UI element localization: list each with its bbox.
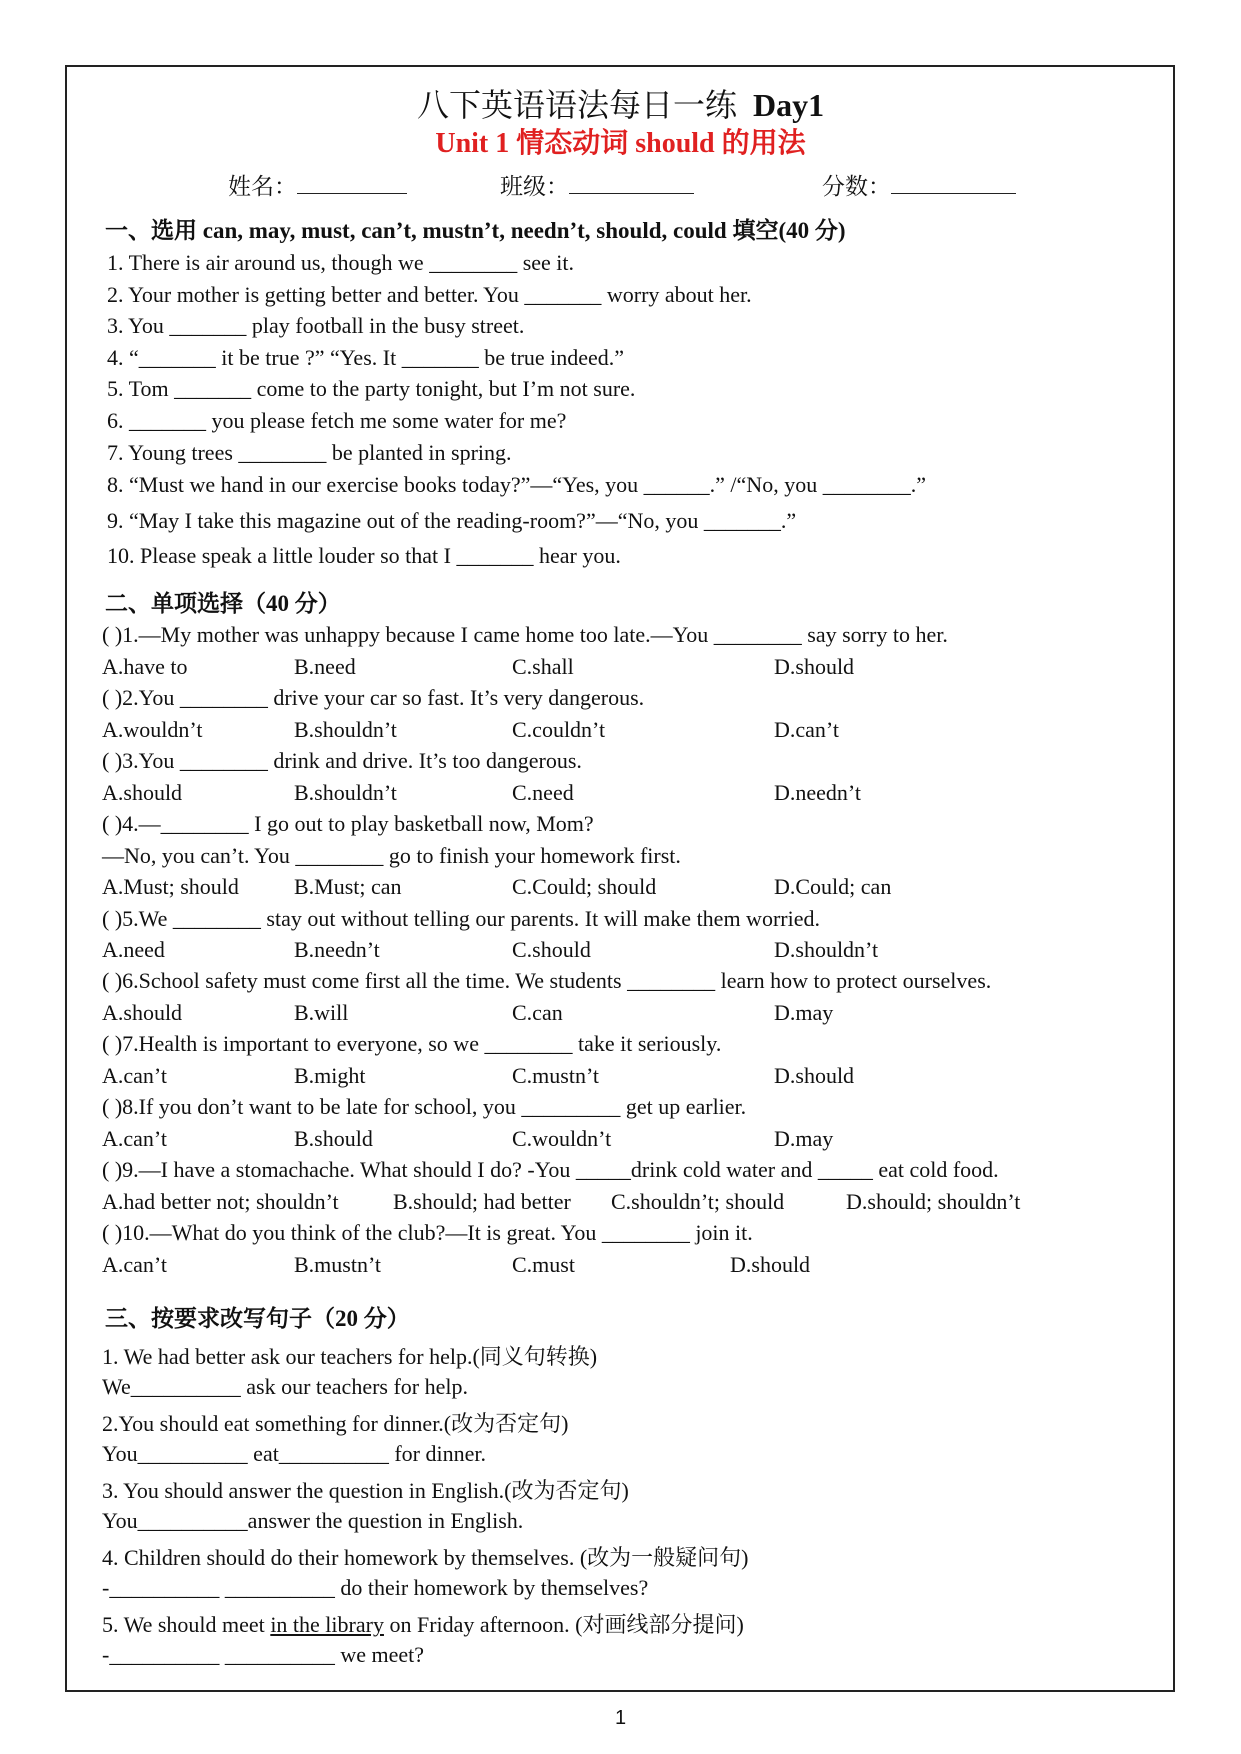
mc6-option-c[interactable]: C.can xyxy=(512,1000,563,1025)
mc5-option-d[interactable]: D.shouldn’t xyxy=(774,937,879,962)
mc1-option-b[interactable]: B.need xyxy=(294,654,356,679)
mc-question-5: ( )5.We ________ stay out without telling our parents. It will make them worried. xyxy=(102,906,820,931)
fill-item-3: 3. You _______ play football in the busy street. xyxy=(107,313,525,338)
score-blank[interactable] xyxy=(891,171,1016,194)
rewrite-prompt-2: 2.You should eat something for dinner.(改为否定句) xyxy=(102,1411,569,1436)
fill-item-6: 6. _______ you please fetch me some water for me? xyxy=(107,408,567,433)
title-chinese: 八下英语语法每日一练 xyxy=(416,87,737,123)
mc6-option-b[interactable]: B.will xyxy=(294,1000,349,1025)
mc2-option-a[interactable]: A.wouldn’t xyxy=(102,717,203,742)
mc8-option-a[interactable]: A.can’t xyxy=(102,1126,167,1151)
mc-question-6: ( )6.School safety must come first all the time. We students ________ learn how to protect ourselves. xyxy=(102,968,992,993)
mc1-option-a[interactable]: A.have to xyxy=(102,654,188,679)
mc6-option-d[interactable]: D.may xyxy=(774,1000,834,1025)
mc1-option-d[interactable]: D.should xyxy=(774,654,855,679)
rewrite-prompt-5-pre: 5. We should meet xyxy=(102,1612,271,1637)
score-label: 分数： xyxy=(822,174,891,199)
name-field xyxy=(228,168,407,201)
rewrite-answer-2[interactable]: You__________ eat__________ for dinner. xyxy=(102,1441,486,1466)
score-field xyxy=(822,168,1016,201)
mc9-option-a[interactable]: A.had better not; shouldn’t xyxy=(102,1189,339,1214)
mc4-option-b[interactable]: B.Must; can xyxy=(294,874,402,899)
worksheet-title xyxy=(0,80,1241,126)
mc-question-8: ( )8.If you don’t want to be late for school, you _________ get up earlier. xyxy=(102,1094,747,1119)
mc4-option-a[interactable]: A.Must; should xyxy=(102,874,239,899)
mc-question-9: ( )9.—I have a stomachache. What should I do? -You _____drink cold water and _____ eat cold food. xyxy=(102,1157,999,1182)
mc9-option-b[interactable]: B.should; had better xyxy=(393,1189,571,1214)
section2-heading: 二、单项选择（40 分） xyxy=(105,591,341,616)
title-day: Day1 xyxy=(752,87,825,123)
mc4-option-d[interactable]: D.Could; can xyxy=(774,874,892,899)
mc7-option-b[interactable]: B.might xyxy=(294,1063,366,1088)
mc3-option-c[interactable]: C.need xyxy=(512,780,574,805)
fill-item-8: 8. “Must we hand in our exercise books today?”—“Yes, you ______.” /“No, you ________.” xyxy=(107,472,926,497)
class-label: 班级： xyxy=(500,174,569,199)
mc7-option-d[interactable]: D.should xyxy=(774,1063,855,1088)
fill-item-10: 10. Please speak a little louder so that I _______ hear you. xyxy=(107,543,621,568)
mc-question-4-reply: —No, you can’t. You ________ go to finish your homework first. xyxy=(102,843,681,868)
mc10-option-a[interactable]: A.can’t xyxy=(102,1252,167,1277)
worksheet-subtitle: Unit 1 情态动词 should 的用法 xyxy=(435,128,806,159)
mc1-option-c[interactable]: C.shall xyxy=(512,654,574,679)
mc6-option-a[interactable]: A.should xyxy=(102,1000,183,1025)
fill-item-2: 2. Your mother is getting better and better. You _______ worry about her. xyxy=(107,282,752,307)
mc4-option-c[interactable]: C.Could; should xyxy=(512,874,657,899)
mc2-option-b[interactable]: B.shouldn’t xyxy=(294,717,397,742)
class-blank[interactable] xyxy=(569,171,694,194)
rewrite-prompt-3: 3. You should answer the question in English.(改为否定句) xyxy=(102,1478,629,1503)
name-label: 姓名： xyxy=(228,174,297,199)
mc7-option-c[interactable]: C.mustn’t xyxy=(512,1063,600,1088)
mc8-option-b[interactable]: B.should xyxy=(294,1126,373,1151)
mc3-option-b[interactable]: B.shouldn’t xyxy=(294,780,397,805)
fill-item-1: 1. There is air around us, though we ________ see it. xyxy=(107,250,575,275)
mc2-option-d[interactable]: D.can’t xyxy=(774,717,839,742)
fill-item-4: 4. “_______ it be true ?” “Yes. It _______ be true indeed.” xyxy=(107,345,625,370)
mc9-option-d[interactable]: D.should; shouldn’t xyxy=(846,1189,1021,1214)
mc-question-4: ( )4.—________ I go out to play basketball now, Mom? xyxy=(102,811,594,836)
fill-item-5: 5. Tom _______ come to the party tonight, but I’m not sure. xyxy=(107,376,636,401)
fill-item-7: 7. Young trees ________ be planted in spring. xyxy=(107,440,512,465)
mc8-option-c[interactable]: C.wouldn’t xyxy=(512,1126,612,1151)
mc10-option-b[interactable]: B.mustn’t xyxy=(294,1252,382,1277)
rewrite-prompt-5-underlined: in the library xyxy=(270,1612,384,1637)
mc5-option-c[interactable]: C.should xyxy=(512,937,591,962)
mc5-option-b[interactable]: B.needn’t xyxy=(294,937,380,962)
rewrite-prompt-1: 1. We had better ask our teachers for help.(同义句转换) xyxy=(102,1344,598,1369)
mc3-option-a[interactable]: A.should xyxy=(102,780,183,805)
mc8-option-d[interactable]: D.may xyxy=(774,1126,834,1151)
mc5-option-a[interactable]: A.need xyxy=(102,937,165,962)
mc9-option-c[interactable]: C.shouldn’t; should xyxy=(611,1189,785,1214)
rewrite-prompt-4: 4. Children should do their homework by themselves. (改为一般疑问句) xyxy=(102,1545,749,1570)
mc7-option-a[interactable]: A.can’t xyxy=(102,1063,167,1088)
rewrite-prompt-5 xyxy=(102,1608,744,1639)
rewrite-answer-4[interactable]: -__________ __________ do their homework by themselves? xyxy=(102,1575,649,1600)
rewrite-answer-3[interactable]: You__________answer the question in English. xyxy=(102,1508,524,1533)
mc3-option-d[interactable]: D.needn’t xyxy=(774,780,861,805)
section3-heading: 三、按要求改写句子（20 分） xyxy=(105,1306,410,1331)
mc-question-3: ( )3.You ________ drink and drive. It’s too dangerous. xyxy=(102,748,582,773)
mc-question-2: ( )2.You ________ drive your car so fast. It’s very dangerous. xyxy=(102,685,645,710)
mc10-option-c[interactable]: C.must xyxy=(512,1252,575,1277)
page-number: 1 xyxy=(614,1707,627,1729)
class-field xyxy=(500,168,694,201)
mc10-option-d[interactable]: D.should xyxy=(730,1252,811,1277)
mc-question-1: ( )1.—My mother was unhappy because I came home too late.—You ________ say sorry to her. xyxy=(102,622,948,647)
mc-question-10: ( )10.—What do you think of the club?—It is great. You ________ join it. xyxy=(102,1220,753,1245)
name-blank[interactable] xyxy=(297,171,407,194)
fill-item-9: 9. “May I take this magazine out of the reading-room?”—“No, you _______.” xyxy=(107,508,797,533)
mc2-option-c[interactable]: C.couldn’t xyxy=(512,717,606,742)
rewrite-answer-5[interactable]: -__________ __________ we meet? xyxy=(102,1642,424,1667)
section1-heading: 一、选用 can, may, must, can’t, mustn’t, needn’t, should, could 填空(40 分) xyxy=(105,218,846,243)
rewrite-answer-1[interactable]: We__________ ask our teachers for help. xyxy=(102,1374,469,1399)
rewrite-prompt-5-post: on Friday afternoon. (对画线部分提问) xyxy=(383,1612,744,1637)
mc-question-7: ( )7.Health is important to everyone, so we ________ take it seriously. xyxy=(102,1031,722,1056)
